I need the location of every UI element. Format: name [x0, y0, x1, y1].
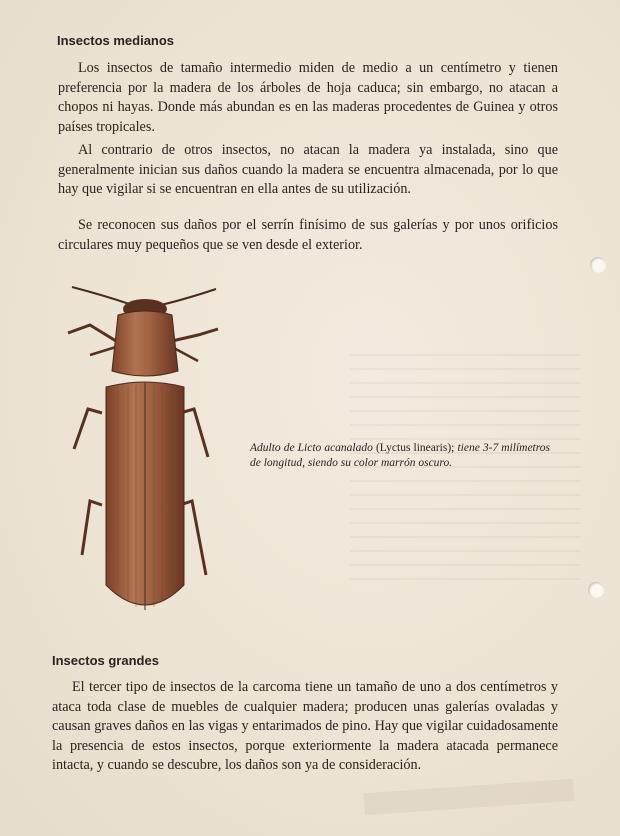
paragraph-medianos-3: Se reconocen sus daños por el serrín finísimo de sus galerías y por unos orificios circulares muy pequeños que se ven desde el exterior.	[58, 217, 558, 253]
paragraph-medianos-1: Los insectos de tamaño intermedio miden de medio a un centímetro y tienen preferencia por la madera de los árboles de hoja caduca; sin embargo, no atacan a chopos ni hayas. Donde más abundan es en las maderas procedentes de Guinea y otros países tropicales.	[58, 60, 558, 135]
beetle-illustration-icon	[60, 285, 230, 625]
binder-hole-bottom	[588, 582, 604, 598]
section-title-medianos: Insectos medianos	[57, 33, 175, 48]
section-title-grandes: Insectos grandes	[52, 653, 159, 668]
show-through-stamp	[363, 779, 574, 816]
caption-species-name: (Lyctus linearis);	[375, 442, 455, 454]
figure-caption	[250, 441, 550, 471]
binder-hole-top	[590, 257, 606, 273]
paragraph-grandes: El tercer tipo de insectos de la carcoma tiene un tamaño de uno a dos centímetros y ataca toda clase de muebles de cualquier madera; producen unas galerías ovaladas y causan graves daños en las vigas y entarimados de pino. Hay que vigilar cuidadosamente la presencia de estos insectos, porque exteriormente la madera atacada permanece intacta, y cuando se descubre, los daños son ya de consideración.	[52, 679, 558, 774]
paragraph-medianos-2: Al contrario de otros insectos, no atacan la madera ya instalada, sino que generalmente inician sus daños cuando la madera se encuentra almacenada, por lo que hay que vigilar si se encuentran en ella antes de su utilización.	[58, 142, 558, 198]
caption-common-name: Adulto de Licto acanalado	[250, 442, 373, 454]
caption-description: tiene 3-7 milímetros de longitud, siendo su color marrón oscuro.	[250, 442, 551, 469]
